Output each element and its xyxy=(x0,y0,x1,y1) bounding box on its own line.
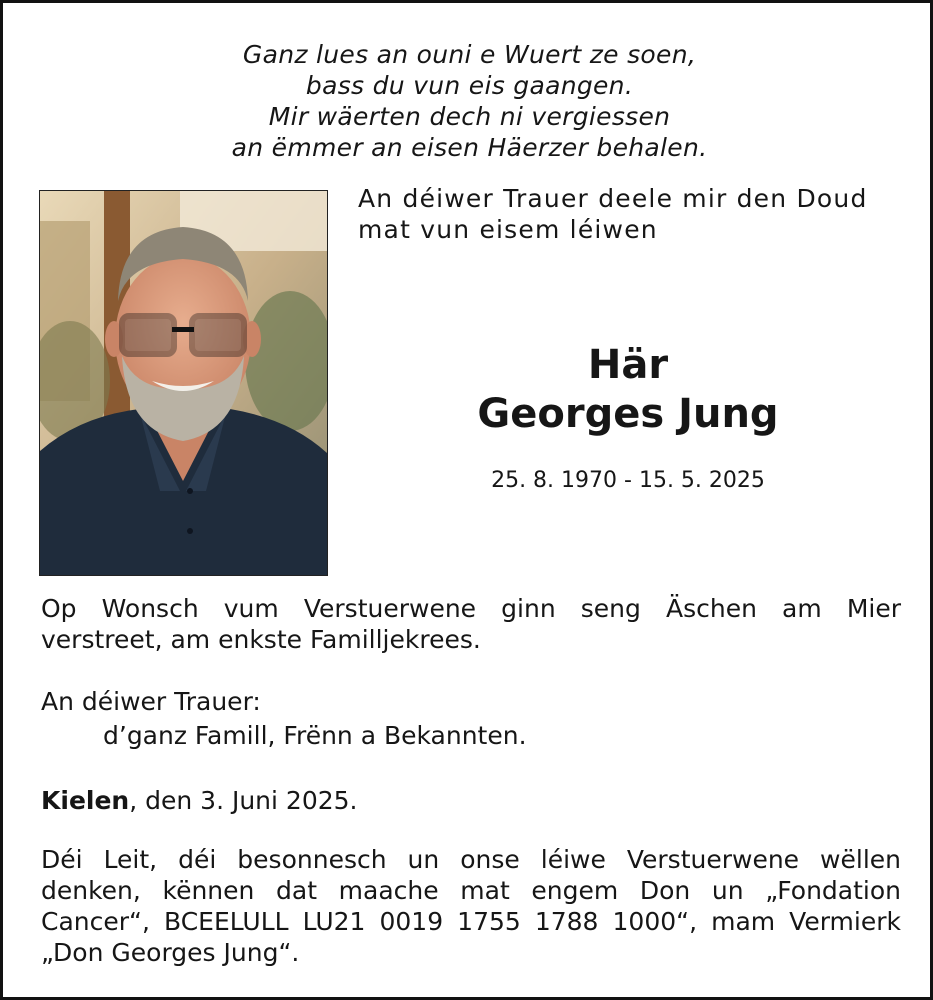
ashes-paragraph xyxy=(41,593,901,655)
intro-line: An déiwer Trauer deele mir den Doud xyxy=(358,184,868,213)
full-name: Georges Jung xyxy=(477,391,779,437)
honorific: Här xyxy=(587,342,669,388)
donation-line: denken, kënnen dat maache mat engem Don un „Fondation xyxy=(41,876,901,905)
poem-line: an ëmmer an eisen Häerzer behalen. xyxy=(231,133,708,162)
intro-text xyxy=(358,183,898,245)
donation-line: Déi Leit, déi besonnesch un onse léiwe Verstuerwene wëllen xyxy=(41,845,901,874)
ashes-line: verstreet, am enkste Familljekrees. xyxy=(41,625,481,654)
life-dates: 25. 8. 1970 - 15. 5. 2025 xyxy=(491,468,765,493)
deceased-name xyxy=(343,341,913,439)
place-date xyxy=(41,785,901,816)
donation-line: Cancer“, BCEELULL LU21 0019 1755 1788 1000“, mam Vermierk xyxy=(41,907,901,936)
donation-line: „Don Georges Jung“. xyxy=(41,938,300,967)
mourners-names: d’ganz Famill, Frënn a Bekannten. xyxy=(103,721,527,750)
donation-paragraph xyxy=(41,844,901,968)
place-name: Kielen xyxy=(41,786,130,815)
mourners-heading: An déiwer Trauer: xyxy=(41,687,261,716)
portrait-photo xyxy=(39,190,328,576)
poem-line: Ganz lues an ouni e Wuert ze soen, xyxy=(242,40,697,69)
intro-line: mat vun eisem léiwen xyxy=(358,215,658,244)
poem-line: Mir wäerten dech ni vergiessen xyxy=(268,102,671,131)
poem xyxy=(3,39,933,163)
ashes-line: Op Wonsch vum Verstuerwene ginn seng Äschen am Mier xyxy=(41,594,901,623)
mourners-block xyxy=(41,686,901,751)
poem-line: bass du vun eis gaangen. xyxy=(305,71,634,100)
notice-date: , den 3. Juni 2025. xyxy=(129,786,358,815)
